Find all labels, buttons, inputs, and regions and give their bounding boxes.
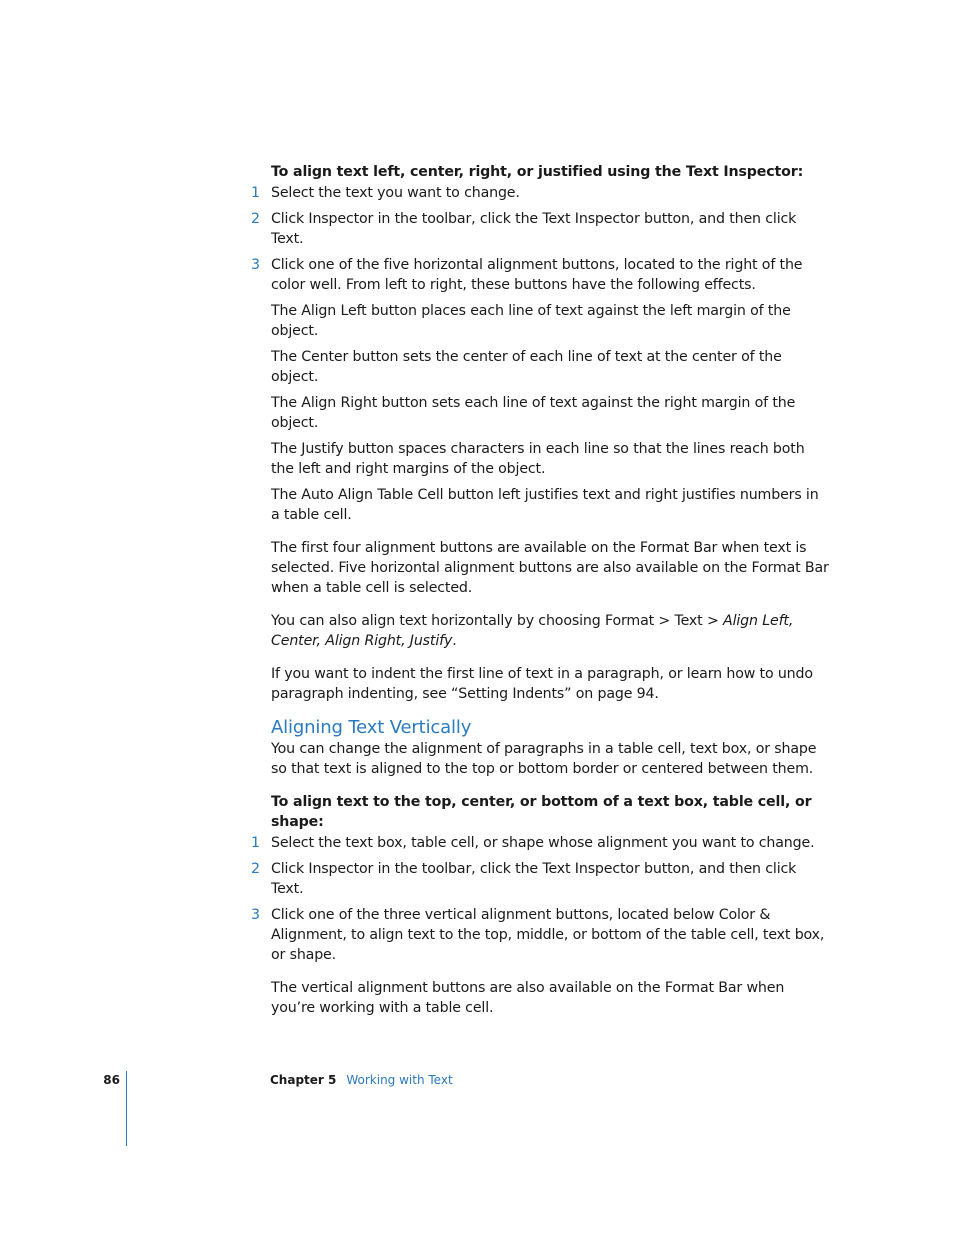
step-number: 1 — [251, 185, 260, 201]
task-heading-vertical: To align text to the top, center, or bottom of a text box, table cell, or shape: — [271, 794, 812, 830]
step-number: 2 — [251, 211, 260, 227]
step-number: 3 — [251, 907, 260, 923]
step-text: Click one of the three vertical alignment buttons, located below Color & Alignment, to align text to the top, middle, or bottom of the table cell, text box, or shape. — [271, 907, 825, 963]
effect-align-left: The Align Left button places each line of text against the left margin of the object. — [271, 303, 791, 339]
step-1 — [251, 183, 831, 203]
paragraph-format-bar: The first four alignment buttons are available on the Format Bar when text is selected. Five horizontal alignment buttons are also available on the Format Bar when a table cell is selected. — [271, 540, 829, 596]
section-heading-vertical: Aligning Text Vertically — [271, 717, 472, 738]
paragraph-vertical-closing: The vertical alignment buttons are also available on the Format Bar when you’re working with a table cell. — [271, 980, 785, 1016]
effect-center: The Center button sets the center of each line of text at the center of the object. — [271, 349, 782, 385]
step-text: Click Inspector in the toolbar, click the Text Inspector button, and then click Text. — [271, 861, 797, 897]
step-number: 3 — [251, 257, 260, 273]
effect-justify: The Justify button spaces characters in each line so that the lines reach both the left and right margins of the object. — [271, 441, 805, 477]
footer-chapter — [270, 1073, 453, 1087]
paragraph-vertical-intro: You can change the alignment of paragraphs in a table cell, text box, or shape so that text is aligned to the top or bottom border or centered between them. — [271, 741, 817, 777]
step-number: 2 — [251, 861, 260, 877]
effect-align-right: The Align Right button sets each line of text against the right margin of the object. — [271, 395, 796, 431]
step-2 — [251, 859, 831, 899]
step-text: Select the text you want to change. — [271, 185, 520, 201]
menu-path-suffix: . — [452, 633, 457, 649]
page-content — [251, 162, 831, 1018]
menu-path-items: Align Left, Center, Align Right, Justify — [271, 613, 794, 649]
effect-auto-align: The Auto Align Table Cell button left justifies text and right justifies numbers in a table cell. — [271, 487, 819, 523]
step-text: Click Inspector in the toolbar, click the Text Inspector button, and then click Text. — [271, 211, 797, 247]
menu-path-prefix: You can also align text horizontally by choosing Format > Text > — [271, 613, 724, 629]
page-number: 86 — [103, 1073, 120, 1087]
step-1 — [251, 833, 831, 853]
step-3 — [251, 905, 831, 965]
step-number: 1 — [251, 835, 260, 851]
chapter-label: Chapter 5 — [270, 1073, 337, 1087]
chapter-title: Working with Text — [346, 1073, 453, 1087]
step-2 — [251, 209, 831, 249]
step-3 — [251, 255, 831, 295]
paragraph-indent-reference: If you want to indent the first line of text in a paragraph, or learn how to undo paragraph indenting, see “Setting Indents” on page 94. — [271, 666, 813, 702]
footer-divider — [126, 1071, 127, 1146]
paragraph-menu-path — [271, 611, 831, 651]
task-heading-horizontal: To align text left, center, right, or justified using the Text Inspector: — [271, 164, 804, 180]
step-text: Select the text box, table cell, or shape whose alignment you want to change. — [271, 835, 815, 851]
step-text: Click one of the five horizontal alignment buttons, located to the right of the color well. From left to right, these buttons have the following effects. — [271, 257, 803, 293]
